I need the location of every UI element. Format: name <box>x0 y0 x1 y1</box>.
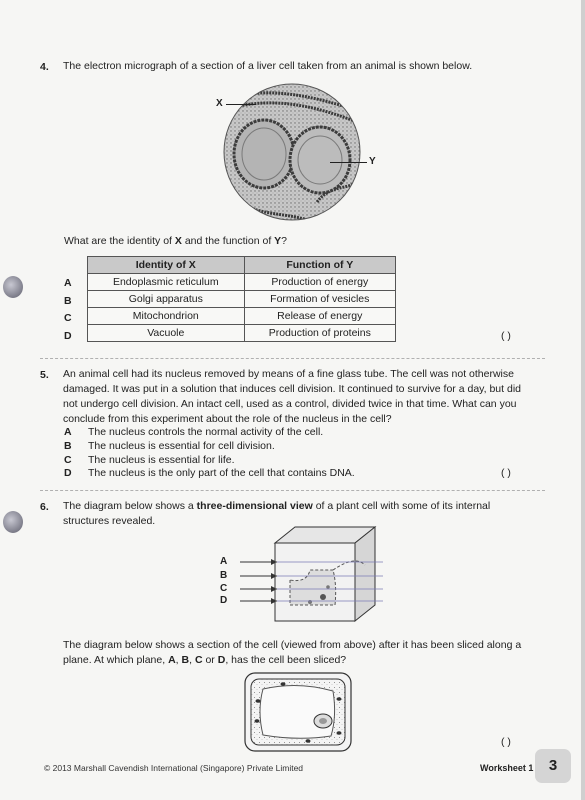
question-text: plane. At which plane, <box>63 654 169 666</box>
prompt-text: What are the identity of <box>64 235 175 247</box>
question-line: damaged. It was put in a solution that induces cell division. It continued to survive for a day, but did <box>63 383 521 395</box>
option-c-text: C <box>194 654 203 666</box>
option-text: The nucleus is essential for life. <box>88 454 235 466</box>
label-x: X <box>216 98 223 109</box>
option-letter: A <box>64 426 72 438</box>
answer-table <box>87 256 396 342</box>
option-text: The nucleus is the only part of the cell that contains DNA. <box>88 467 355 479</box>
cell-section-diagram <box>243 671 353 753</box>
option-text: The nucleus is essential for cell division. <box>88 440 275 452</box>
divider <box>40 490 545 491</box>
identity-cell: Mitochondrion <box>88 308 245 325</box>
plane-label-a: A <box>220 556 228 567</box>
option-b-text: B <box>181 654 190 666</box>
question-line: An animal cell had its nucleus removed by means of a fine glass tube. The cell was not otherwise <box>63 368 514 380</box>
prompt-y: Y <box>274 235 282 247</box>
table-row <box>88 325 396 342</box>
function-cell: Production of energy <box>244 274 395 291</box>
prompt-text: ? <box>281 235 288 247</box>
page-number-badge: 3 <box>535 749 571 783</box>
option-letter: C <box>64 454 72 466</box>
option-text: The nucleus controls the normal activity of the cell. <box>88 426 324 438</box>
question-number: 5. <box>40 369 49 381</box>
plane-label-b: B <box>220 570 228 581</box>
identity-cell: Golgi apparatus <box>88 291 245 308</box>
question-text: The diagram below shows a <box>63 500 197 512</box>
electron-micrograph <box>222 82 362 222</box>
question-number: 6. <box>40 501 49 513</box>
separator: , <box>175 654 182 666</box>
option-letter: B <box>64 440 72 452</box>
page-edge <box>581 0 585 800</box>
question-line: conclude from this experiment about the role of the nucleus in the cell? <box>63 413 392 425</box>
option-d-text: D <box>217 654 226 666</box>
identity-cell: Endoplasmic reticulum <box>88 274 245 291</box>
header-identity: Identity of X <box>88 257 245 274</box>
function-cell: Production of proteins <box>244 325 395 342</box>
separator: , <box>189 654 195 666</box>
divider <box>40 358 545 359</box>
option-letter: B <box>64 295 72 307</box>
separator: or <box>202 654 218 666</box>
prompt-text: and the function of <box>181 235 275 247</box>
answer-brackets[interactable]: ( ) <box>501 467 511 479</box>
question-prompt <box>64 234 287 249</box>
pointer-line-x <box>226 104 256 105</box>
table-row <box>88 274 396 291</box>
option-letter: A <box>64 277 72 289</box>
question-line: not undergo cell division. An intact cell, used as a control, divided twice in that time. What can you <box>63 398 517 410</box>
binder-hole <box>3 511 23 533</box>
question-line <box>63 499 490 514</box>
function-cell: Release of energy <box>244 308 395 325</box>
plane-label-c: C <box>220 583 228 594</box>
answer-brackets[interactable]: ( ) <box>501 736 511 748</box>
function-cell: Formation of vesicles <box>244 291 395 308</box>
table-row <box>88 291 396 308</box>
table-row <box>88 308 396 325</box>
question-number: 4. <box>40 61 49 73</box>
question-line <box>63 653 346 668</box>
question-text: , has the cell been sliced? <box>225 654 347 666</box>
identity-cell: Vacuole <box>88 325 245 342</box>
question-line: structures revealed. <box>63 515 156 527</box>
binder-hole <box>3 276 23 298</box>
option-letter: D <box>64 330 72 342</box>
header-function: Function of Y <box>244 257 395 274</box>
table-header-row <box>88 257 396 274</box>
label-y: Y <box>369 156 376 167</box>
plane-label-d: D <box>220 595 228 606</box>
pointer-line-y <box>330 162 367 163</box>
option-a-text: A <box>168 654 176 666</box>
copyright-notice: © 2013 Marshall Cavendish International (Singapore) Private Limited <box>44 763 304 773</box>
worksheet-label: Worksheet 1 <box>480 763 534 773</box>
option-letter: D <box>64 467 72 479</box>
question-line: The diagram below shows a section of the cell (viewed from above) after it has been sliced along a <box>63 639 522 651</box>
question-text: The electron micrograph of a section of a liver cell taken from an animal is shown below. <box>63 60 473 72</box>
question-text: of a plant cell with some of its internal <box>312 500 491 512</box>
plant-cell-3d-diagram <box>215 525 385 625</box>
prompt-x: X <box>174 235 182 247</box>
emphasis-text: three-dimensional view <box>196 500 313 512</box>
answer-brackets[interactable]: ( ) <box>501 330 511 342</box>
option-letter: C <box>64 312 72 324</box>
